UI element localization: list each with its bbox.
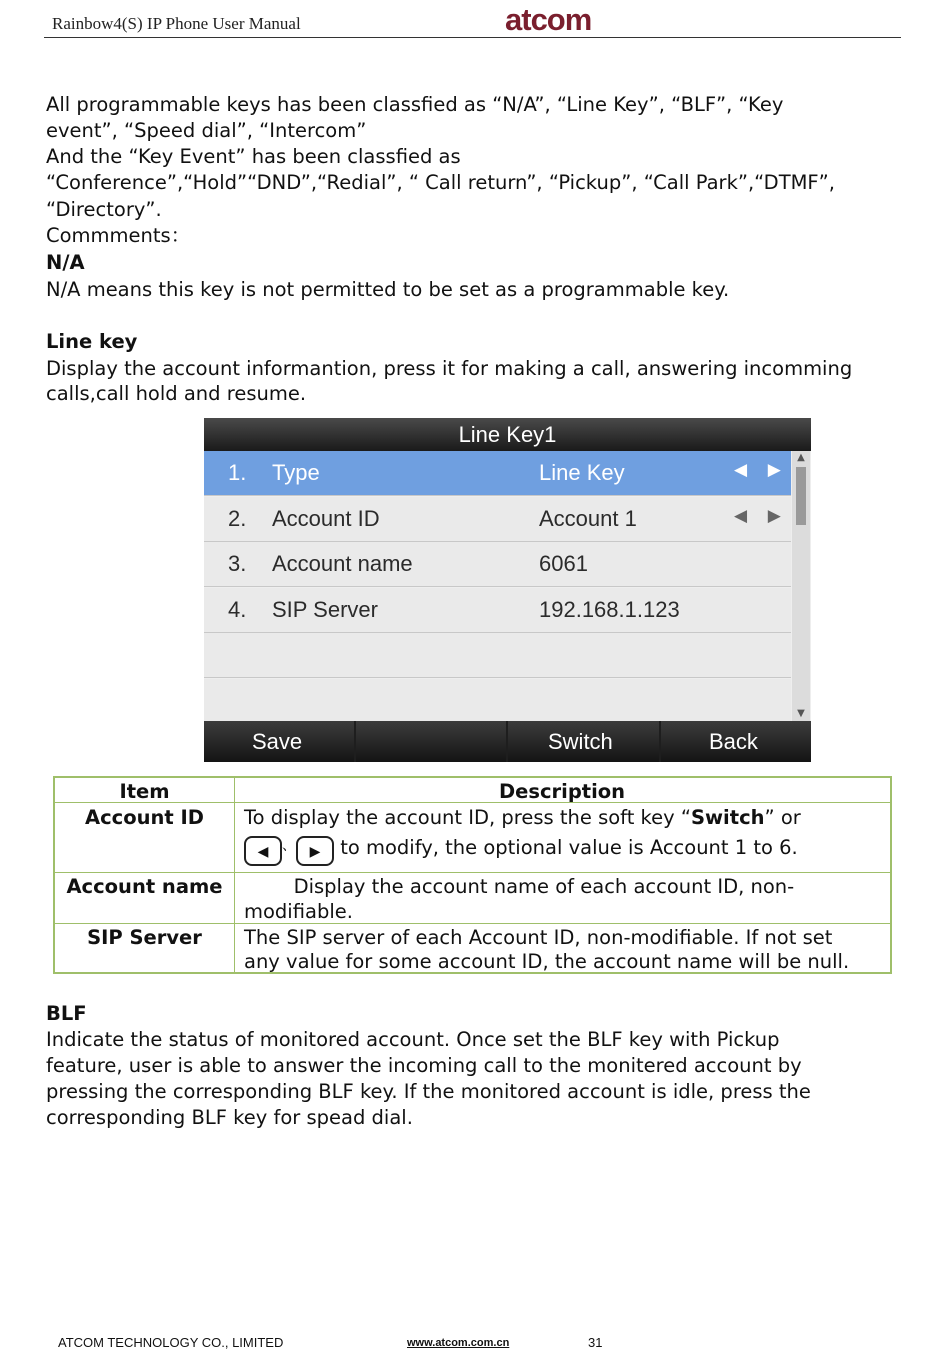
row-label: Account ID <box>272 505 380 531</box>
setting-row-account-name[interactable] <box>204 542 791 587</box>
intro-line: Commments： <box>46 224 191 247</box>
setting-row-sip-server[interactable] <box>204 588 791 633</box>
switch-softkey[interactable] <box>508 721 659 762</box>
scrollbar[interactable] <box>792 451 810 721</box>
intro-line: “Directory”. <box>46 198 162 221</box>
intro-line: All programmable keys has been classfied as “N/A”, “Line Key”, “BLF”, “Key <box>46 93 784 116</box>
back-softkey[interactable] <box>661 721 811 762</box>
screen-title: Line Key1 <box>204 418 811 451</box>
desc-text: to modify, the optional value is Account 1 to 6. <box>334 836 798 859</box>
save-softkey[interactable] <box>204 721 354 762</box>
blf-text: corresponding BLF key for spead dial. <box>46 1106 413 1129</box>
setting-row-type[interactable] <box>204 451 791 496</box>
switch-bold: Switch <box>691 806 765 829</box>
setting-row-account-id[interactable] <box>204 497 791 542</box>
softkey-bar <box>204 721 811 762</box>
table-row <box>55 873 890 923</box>
page-number: 31 <box>588 1335 603 1350</box>
row-number: 4. <box>228 596 247 622</box>
softkey-label: Switch <box>548 729 613 754</box>
na-heading: N/A <box>46 251 85 274</box>
desc-text: ” or <box>764 806 801 829</box>
description-cell <box>244 805 801 830</box>
table-row <box>55 924 890 972</box>
left-key-icon: ◀ <box>244 836 282 866</box>
item-cell: SIP Server <box>87 926 202 949</box>
header-divider <box>44 37 901 38</box>
blf-text: pressing the corresponding BLF key. If the monitored account is idle, press the <box>46 1080 811 1103</box>
right-key-icon: ▶ <box>296 836 334 866</box>
row-number: 1. <box>228 460 247 485</box>
intro-line: event”, “Speed dial”, “Intercom” <box>46 119 367 142</box>
blf-heading: BLF <box>46 1002 87 1025</box>
linekey-text: calls,call hold and resume. <box>46 382 307 405</box>
description-cell: The SIP server of each Account ID, non-modifiable. If not set <box>244 926 833 949</box>
header-description: Description <box>498 780 626 803</box>
item-cell: Account name <box>66 875 223 898</box>
na-text: N/A means this key is not permitted to be set as a programmable key. <box>46 278 730 301</box>
table-row <box>55 803 890 872</box>
row-value: 192.168.1.123 <box>539 596 680 622</box>
row-value: Line Key <box>539 460 625 485</box>
row-value: 6061 <box>539 551 588 576</box>
row-number: 2. <box>228 505 247 531</box>
row-number: 3. <box>228 551 247 576</box>
description-cell-line2: modifiable. <box>244 900 353 923</box>
empty-row <box>204 633 791 678</box>
intro-line: And the “Key Event” has been classfied as <box>46 145 461 168</box>
scroll-thumb[interactable] <box>796 467 806 525</box>
row-label: SIP Server <box>272 596 378 622</box>
desc-text: To display the account ID, press the soft key “ <box>244 806 691 829</box>
empty-row <box>204 679 791 721</box>
softkey-label: Back <box>709 729 758 754</box>
description-cell-line2 <box>244 831 798 866</box>
linekey-heading: Line key <box>46 330 138 353</box>
table-header-row <box>55 778 890 802</box>
blank-softkey[interactable] <box>356 721 506 762</box>
softkey-label: Save <box>252 729 303 754</box>
header-item: Item <box>119 780 170 803</box>
row-label: Account name <box>272 551 413 576</box>
row-value: Account 1 <box>539 505 637 531</box>
left-right-arrows-icon[interactable]: ◀ ▶ <box>734 505 789 525</box>
row-label: Type <box>272 460 320 485</box>
scroll-down-icon[interactable]: ▼ <box>797 708 805 719</box>
atcom-logo: atcom <box>505 2 592 37</box>
header-title: Rainbow4(S) IP Phone User Manual <box>52 14 301 33</box>
key-description-table <box>53 776 892 974</box>
intro-line: “Conference”,“Hold”“DND”,“Redial”, “ Call return”, “Pickup”, “Call Park”,“DTMF”, <box>46 171 835 194</box>
scroll-up-icon[interactable]: ▲ <box>797 452 805 463</box>
footer-url-link[interactable]: www.atcom.com.cn <box>407 1337 510 1349</box>
description-cell-line2: any value for some account ID, the account name will be null. <box>244 950 850 973</box>
linekey-text: Display the account informantion, press it for making a call, answering incomming <box>46 357 853 380</box>
separator: 、 <box>282 838 296 854</box>
phone-screen <box>204 418 811 762</box>
blf-text: feature, user is able to answer the incoming call to the monitered account by <box>46 1054 802 1077</box>
footer-company: ATCOM TECHNOLOGY CO., LIMITED <box>58 1335 284 1350</box>
item-cell: Account ID <box>85 806 204 829</box>
left-right-arrows-icon[interactable]: ◀ ▶ <box>734 460 789 479</box>
description-cell: Display the account name of each account ID, non- <box>244 875 795 898</box>
blf-text: Indicate the status of monitored account. Once set the BLF key with Pickup <box>46 1028 780 1051</box>
